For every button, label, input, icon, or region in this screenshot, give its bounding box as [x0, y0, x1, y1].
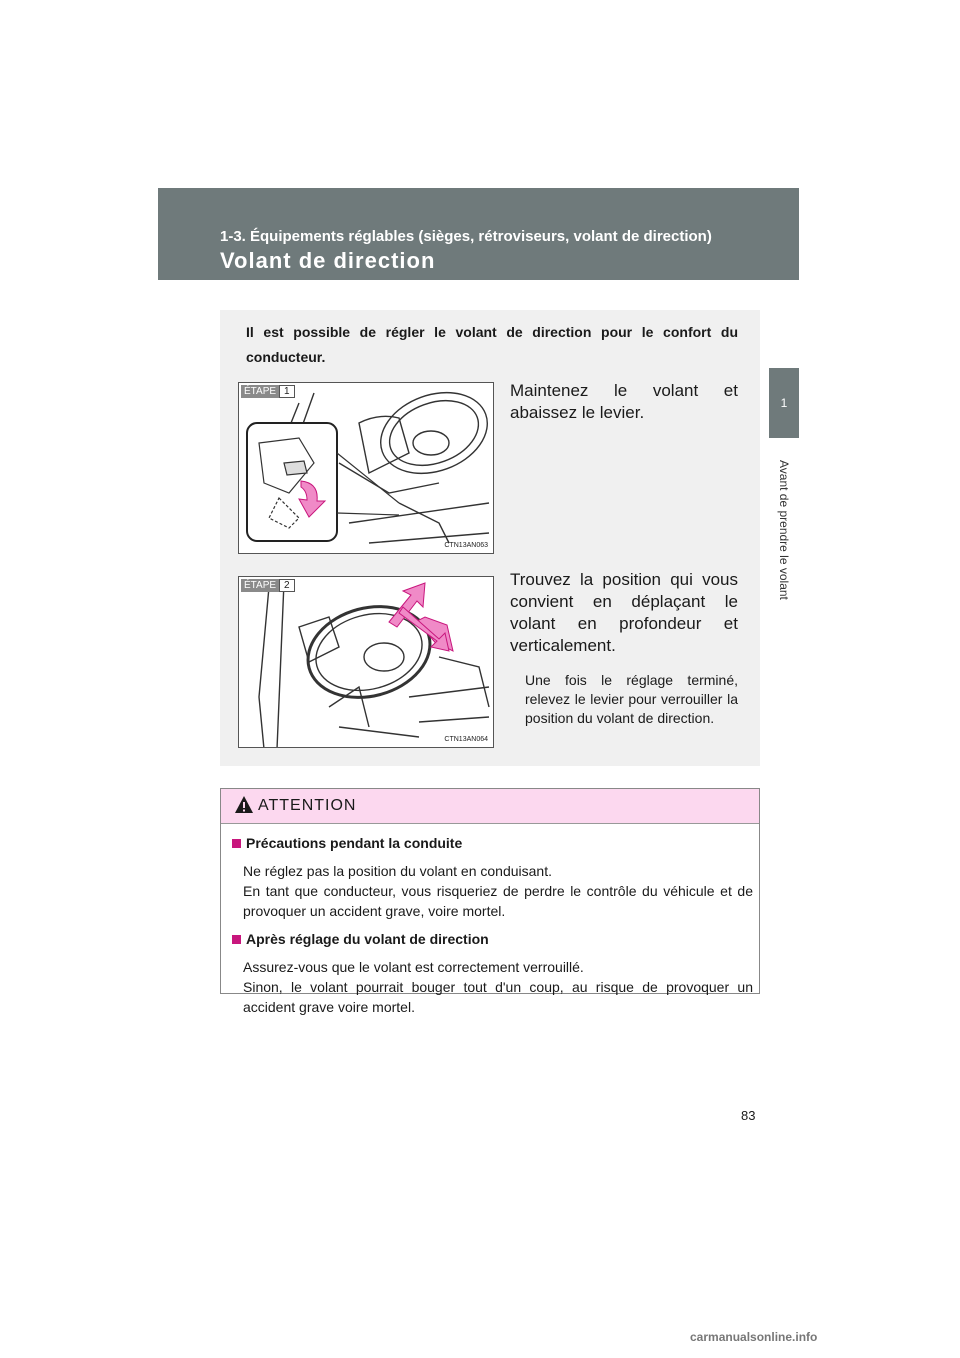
- section-title: 1-3. Équipements réglables (sièges, rétroviseurs, volant de direction): [220, 228, 712, 245]
- bullet-square-icon: [232, 935, 241, 944]
- step-badge-2: ÉTAPE 2: [241, 579, 295, 592]
- warning-label: ATTENTION: [258, 797, 357, 814]
- warning-box: [220, 788, 760, 1015]
- step-badge-1: ÉTAPE 1: [241, 385, 295, 398]
- warning-header: [221, 789, 759, 824]
- intro-text: Il est possible de régler le volant de direction pour le confort du conducteur.: [246, 324, 738, 365]
- steering-lever-illustration: [239, 383, 494, 554]
- figure-code: CTN13AN064: [444, 736, 488, 743]
- steering-adjust-illustration: [239, 577, 494, 748]
- step-1-text: Maintenez le volant et abaissez le levier.: [510, 381, 738, 422]
- step-2-note: Une fois le réglage terminé, relevez le levier pour verrouiller la position du volant de direction.: [525, 672, 738, 726]
- watermark: carmanualsonline.info: [690, 1330, 818, 1344]
- warning-body: [221, 824, 759, 1017]
- step-2-illustration: [238, 576, 494, 748]
- bullet-square-icon: [232, 839, 241, 848]
- section-header: [158, 188, 799, 280]
- warning-item-body: Ne réglez pas la position du volant en conduisant. En tant que conducteur, vous risqueriez de perdre le contrôle du véhicule et de provoquer un accident grave, voire mortel.: [243, 863, 753, 919]
- chapter-tab-number[interactable]: 1: [769, 368, 799, 438]
- step-2-text: Trouvez la position qui vous convient en déplaçant le volant en profondeur et verticalement.: [510, 570, 738, 655]
- warning-item-title: Précautions pendant la conduite: [232, 835, 753, 851]
- warning-item-body: Assurez-vous que le volant est correctement verrouillé. Sinon, le volant pourrait bouger tout d'un coup, au risque de provoquer un accident grave voire mortel.: [243, 959, 753, 1015]
- chapter-tab-label: Avant de prendre le volant: [777, 460, 791, 600]
- page-number: 83: [741, 1108, 756, 1123]
- step-1-illustration: [238, 382, 494, 554]
- page-title: Volant de direction: [220, 248, 436, 273]
- figure-code: CTN13AN063: [444, 542, 488, 549]
- content-panel: [220, 310, 760, 766]
- warning-icon: [234, 795, 254, 815]
- warning-item-title: Après réglage du volant de direction: [232, 931, 753, 947]
